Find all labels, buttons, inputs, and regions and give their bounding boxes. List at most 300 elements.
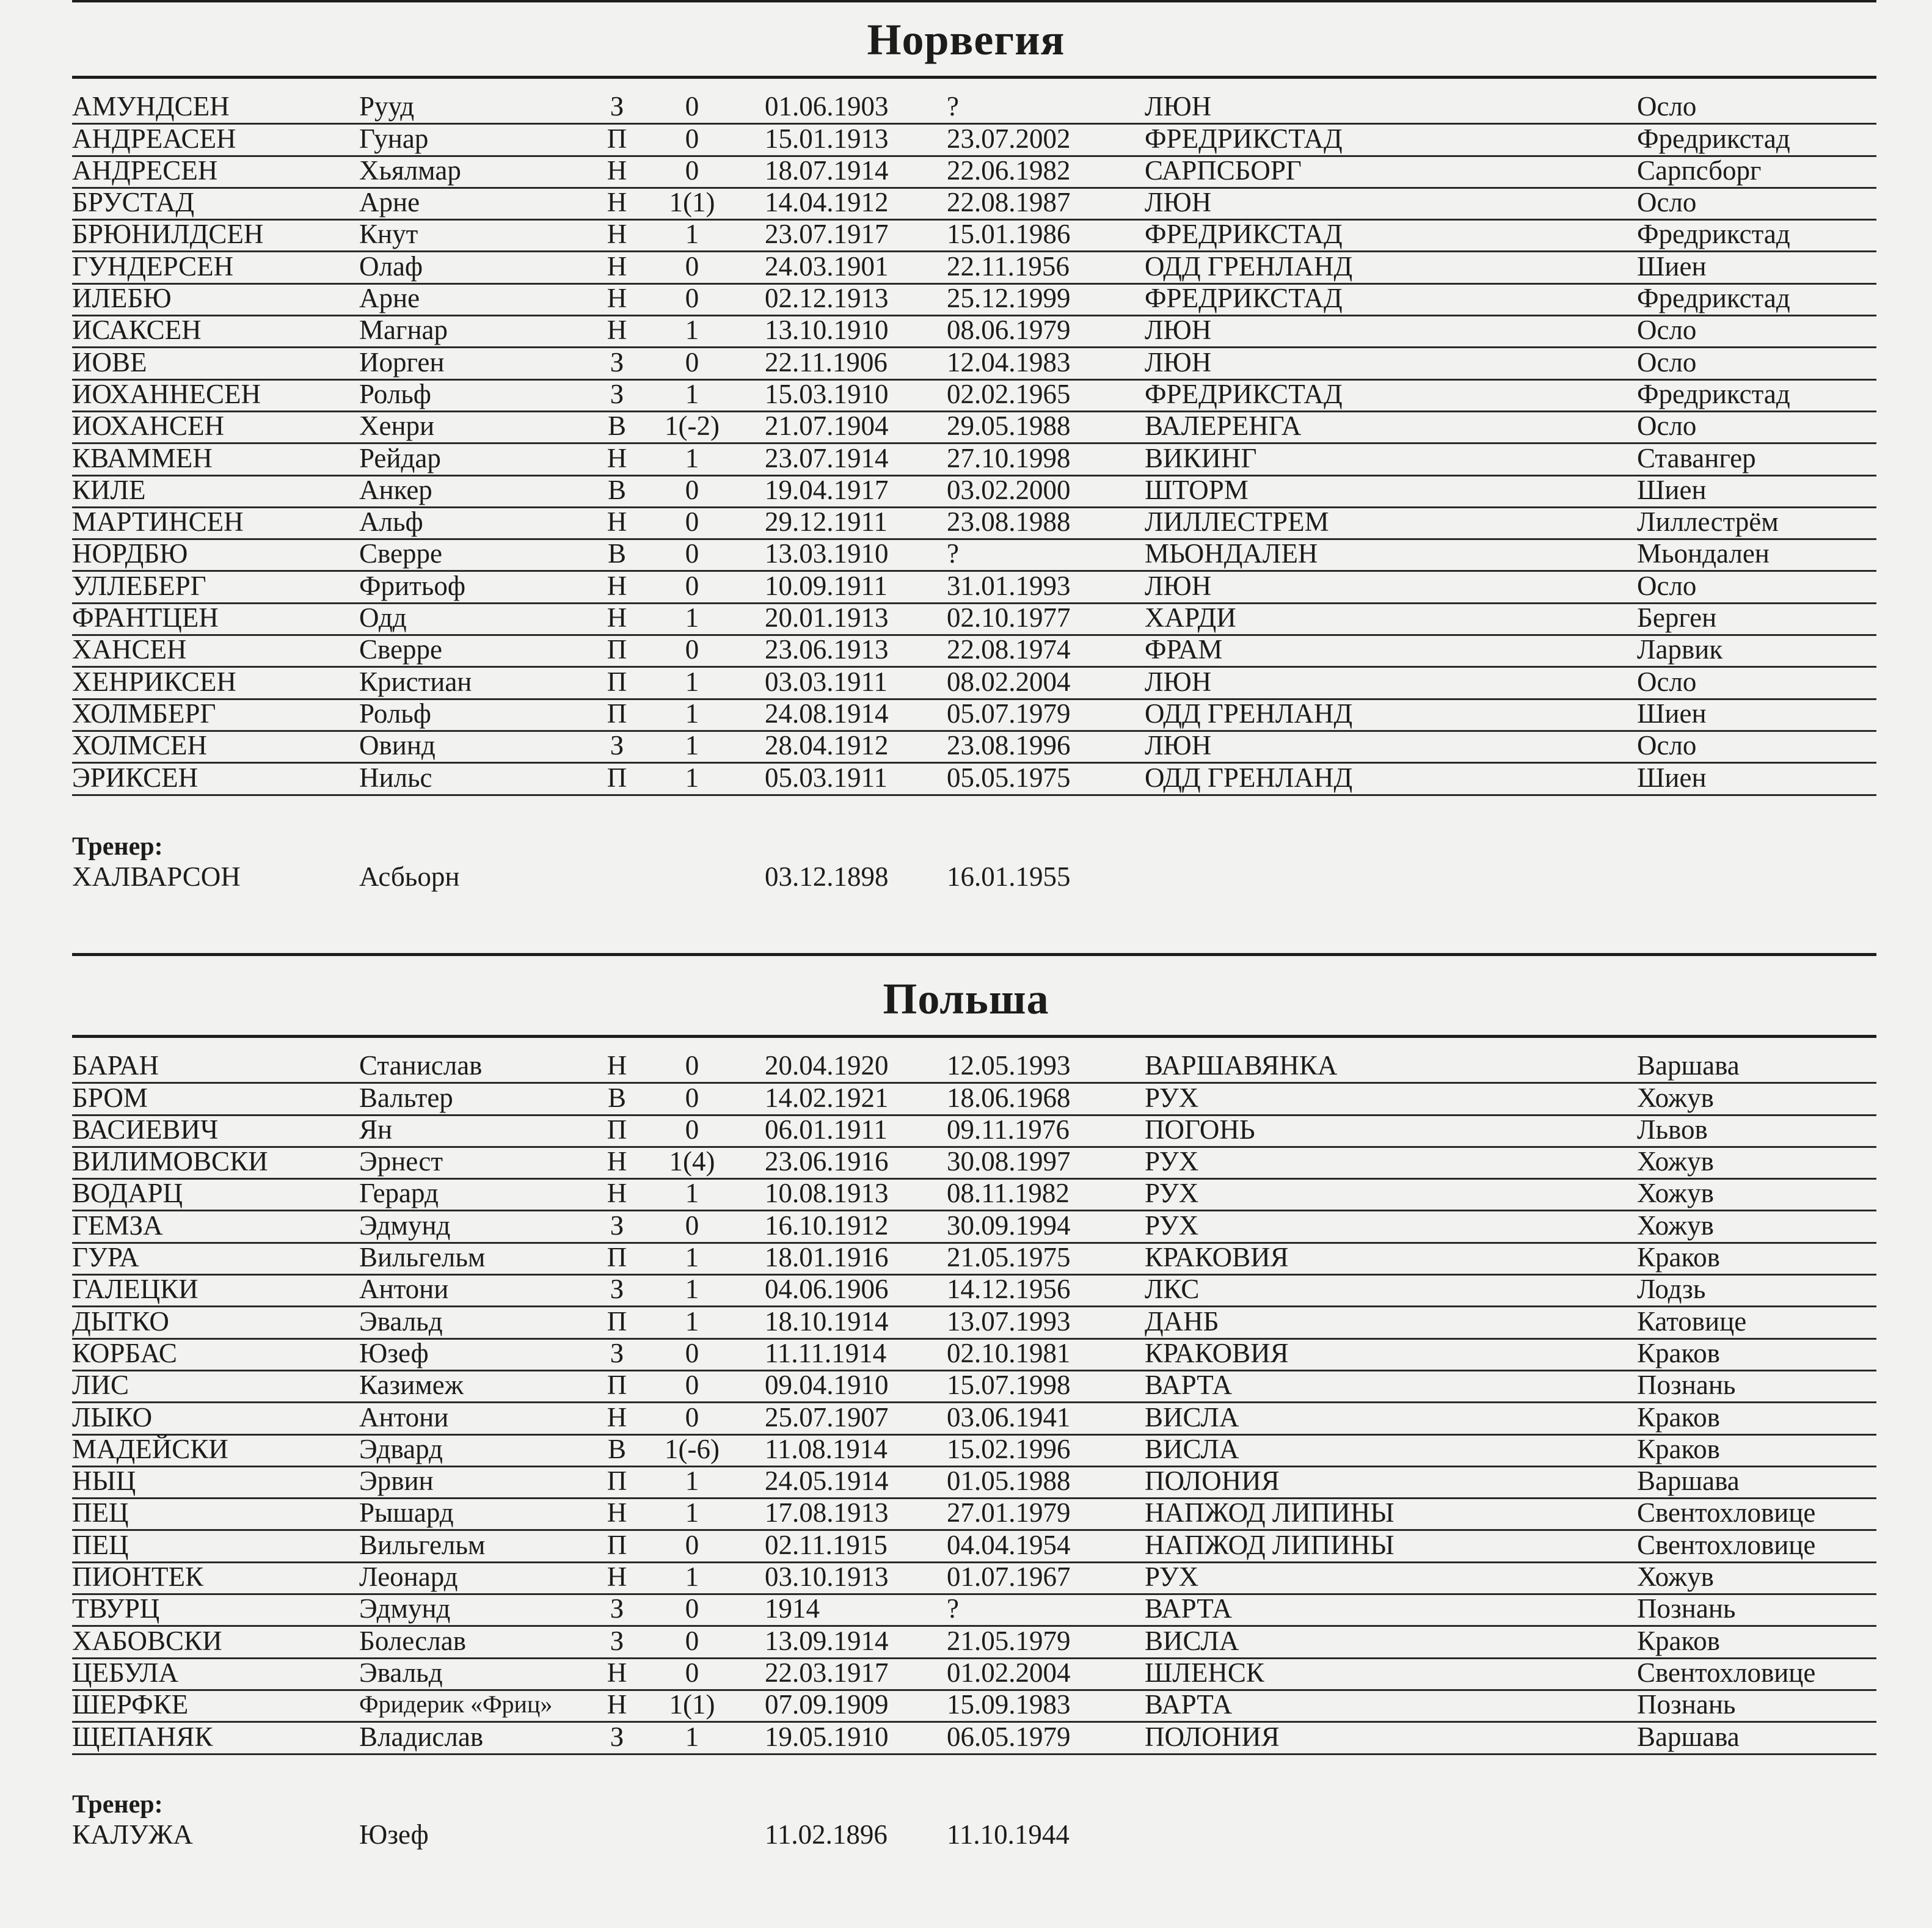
player-surname: ЭРИКСЕН — [72, 762, 199, 793]
player-surname: ФРАНТЦЕН — [72, 602, 219, 634]
roster-norway — [0, 93, 1932, 796]
player-birth-date: 06.01.1911 — [765, 1114, 888, 1145]
player-birth-date: 18.10.1914 — [765, 1305, 889, 1337]
player-city: Львов — [1637, 1114, 1708, 1145]
player-surname: ИЛЕБЮ — [72, 283, 172, 314]
player-city: Хожув — [1637, 1178, 1714, 1209]
player-goals: 1 — [685, 1274, 699, 1305]
player-goals: 1 — [685, 602, 699, 634]
player-death-date: 22.11.1956 — [947, 250, 1070, 282]
player-club: ДАНБ — [1145, 1305, 1219, 1337]
player-birth-date: 10.08.1913 — [765, 1178, 889, 1209]
player-surname: МАРТИНСЕН — [72, 506, 244, 538]
table-row — [72, 540, 1876, 572]
player-surname: ИОВЕ — [72, 346, 147, 378]
player-club: ЛЮН — [1145, 346, 1212, 378]
player-club: ВИСЛА — [1145, 1433, 1239, 1464]
table-row — [72, 1211, 1876, 1243]
player-death-date: ? — [947, 538, 959, 569]
player-goals: 1 — [685, 762, 699, 793]
player-first-name: Олаф — [359, 250, 423, 282]
player-club: ФРЕДРИКСТАД — [1145, 378, 1343, 409]
table-row — [72, 252, 1876, 284]
player-birth-date: 15.01.1913 — [765, 123, 889, 154]
player-surname: ГУРА — [72, 1242, 139, 1273]
player-city: Шиен — [1637, 250, 1707, 282]
player-goals: 1 — [685, 378, 699, 409]
table-row — [72, 1371, 1876, 1403]
section-title-poland: Польша — [883, 974, 1049, 1023]
player-city: Хожув — [1637, 1210, 1714, 1241]
section-title-norway: Норвегия — [867, 15, 1065, 64]
player-birth-date: 11.08.1914 — [765, 1433, 888, 1464]
player-position: Н — [607, 1561, 627, 1593]
player-surname: ИСАКСЕН — [72, 315, 202, 346]
player-death-date: 18.06.1968 — [947, 1082, 1071, 1113]
player-first-name: Сверре — [359, 634, 442, 665]
player-club: НАПЖОД ЛИПИНЫ — [1145, 1497, 1394, 1528]
player-city: Мьондален — [1637, 538, 1770, 569]
player-position: Н — [607, 155, 627, 186]
player-first-name: Кристиан — [359, 666, 472, 697]
player-death-date: 04.04.1954 — [947, 1529, 1071, 1560]
player-death-date: 12.05.1993 — [947, 1050, 1071, 1081]
player-first-name: Рууд — [359, 91, 415, 122]
player-club: РУХ — [1145, 1082, 1199, 1113]
table-row — [72, 1595, 1876, 1627]
player-birth-date: 19.05.1910 — [765, 1721, 889, 1752]
table-row — [72, 604, 1876, 636]
player-position: Н — [607, 187, 627, 218]
player-goals: 0 — [685, 1370, 699, 1401]
player-goals: 0 — [685, 1625, 699, 1656]
player-first-name: Гунар — [359, 123, 429, 154]
coach-row-norway — [72, 860, 1876, 892]
player-first-name: Рольф — [359, 698, 431, 729]
player-surname: ИОХАНСЕН — [72, 411, 224, 442]
player-surname: ЦЕБУЛА — [72, 1657, 179, 1688]
player-position: Н — [607, 219, 627, 250]
player-surname: ВИЛИМОВСКИ — [72, 1146, 268, 1177]
player-surname: ГАЛЕЦКИ — [72, 1274, 199, 1305]
player-club: ПОЛОНИЯ — [1145, 1466, 1280, 1497]
player-position: Н — [607, 1497, 627, 1528]
player-first-name: Вальтер — [359, 1082, 453, 1113]
table-row — [72, 474, 1876, 508]
player-club: КРАКОВИЯ — [1145, 1337, 1289, 1368]
player-club: ВАРШАВЯНКА — [1145, 1050, 1338, 1081]
player-first-name: Арне — [359, 283, 420, 314]
player-club: ВАРТА — [1145, 1370, 1232, 1401]
player-city: Свентохловице — [1637, 1497, 1816, 1528]
player-city: Фредрикстад — [1637, 378, 1790, 409]
player-city: Осло — [1637, 730, 1697, 761]
player-club: ВАРТА — [1145, 1689, 1232, 1720]
player-surname: БРЮНИЛДСЕН — [72, 219, 264, 250]
table-row — [72, 1084, 1876, 1116]
player-death-date: ? — [947, 91, 959, 122]
player-position: П — [607, 1370, 627, 1401]
player-birth-date: 20.04.1920 — [765, 1050, 889, 1081]
player-goals: 0 — [685, 1593, 699, 1624]
player-first-name: Хьялмар — [359, 155, 461, 186]
player-city: Варшава — [1637, 1721, 1740, 1752]
player-death-date: 31.01.1993 — [947, 570, 1071, 601]
player-first-name: Эвальд — [359, 1305, 443, 1337]
player-death-date: 08.06.1979 — [947, 315, 1071, 346]
table-row — [72, 1433, 1876, 1467]
player-first-name: Овинд — [359, 730, 436, 761]
player-position: Н — [607, 602, 627, 634]
player-city: Хожув — [1637, 1146, 1714, 1177]
player-goals: 0 — [685, 538, 699, 569]
player-birth-date: 18.01.1916 — [765, 1242, 889, 1273]
player-death-date: 15.09.1983 — [947, 1689, 1071, 1720]
player-goals: 1 — [685, 1305, 699, 1337]
coach-birth-date: 11.02.1896 — [765, 1819, 888, 1850]
player-first-name: Вильгельм — [359, 1529, 486, 1560]
player-goals: 0 — [685, 1401, 699, 1433]
player-position: Н — [607, 442, 627, 473]
player-city: Краков — [1637, 1401, 1720, 1433]
player-surname: ЛИС — [72, 1370, 129, 1401]
player-city: Познань — [1637, 1689, 1736, 1720]
player-position: Н — [607, 1050, 627, 1081]
player-death-date: 13.07.1993 — [947, 1305, 1071, 1337]
player-city: Краков — [1637, 1242, 1720, 1273]
player-club: МЬОНДАЛЕН — [1145, 538, 1318, 569]
player-goals: 1 — [685, 1178, 699, 1209]
player-goals: 1 — [685, 1497, 699, 1528]
player-surname: БРОМ — [72, 1082, 148, 1113]
table-row — [72, 1116, 1876, 1148]
table-row — [72, 1307, 1876, 1339]
player-death-date: 15.02.1996 — [947, 1433, 1071, 1464]
table-row — [72, 412, 1876, 444]
player-surname: БРУСТАД — [72, 187, 195, 218]
player-city: Осло — [1637, 187, 1697, 218]
player-birth-date: 03.03.1911 — [765, 666, 888, 697]
player-position: З — [610, 1337, 624, 1368]
player-position: Н — [607, 1689, 627, 1720]
player-club: ВИКИНГ — [1145, 442, 1257, 473]
player-death-date: 01.07.1967 — [947, 1561, 1071, 1593]
player-birth-date: 19.04.1917 — [765, 474, 889, 505]
player-surname: ХОЛМСЕН — [72, 730, 208, 761]
player-city: Осло — [1637, 666, 1697, 697]
player-goals: 1(-2) — [665, 411, 720, 442]
player-death-date: 06.05.1979 — [947, 1721, 1071, 1752]
player-birth-date: 02.11.1915 — [765, 1529, 888, 1560]
player-first-name: Арне — [359, 187, 420, 218]
player-death-date: 02.02.1965 — [947, 378, 1071, 409]
player-goals: 0 — [685, 1050, 699, 1081]
player-surname: КВАММЕН — [72, 442, 213, 473]
player-position: З — [610, 1721, 624, 1752]
player-club: ЛЮН — [1145, 315, 1212, 346]
player-surname: ШЕРФКЕ — [72, 1689, 189, 1720]
player-goals: 0 — [685, 1114, 699, 1145]
player-goals: 0 — [685, 91, 699, 122]
player-first-name: Анкер — [359, 474, 432, 505]
player-city: Краков — [1637, 1337, 1720, 1368]
player-club: ОДД ГРЕНЛАНД — [1145, 250, 1353, 282]
player-surname: АНДРЕАСЕН — [72, 123, 236, 154]
player-first-name: Эдвард — [359, 1433, 443, 1464]
player-position: Н — [607, 1146, 627, 1177]
player-goals: 1 — [685, 442, 699, 473]
coach-label-poland: Тренер: — [72, 1791, 163, 1819]
table-row — [72, 1052, 1876, 1084]
player-birth-date: 21.07.1904 — [765, 411, 889, 442]
player-first-name: Нильс — [359, 762, 432, 793]
player-goals: 0 — [685, 1657, 699, 1688]
coach-row-poland — [72, 1818, 1876, 1850]
player-position: П — [607, 634, 627, 665]
player-first-name: Леонард — [359, 1561, 458, 1593]
player-death-date: 22.08.1974 — [947, 634, 1071, 665]
player-city: Лодзь — [1637, 1274, 1706, 1305]
player-death-date: 03.02.2000 — [947, 474, 1071, 505]
player-first-name: Иорген — [359, 346, 445, 378]
table-row — [72, 378, 1876, 412]
player-club: НАПЖОД ЛИПИНЫ — [1145, 1529, 1394, 1560]
player-surname: КОРБАС — [72, 1337, 177, 1368]
player-surname: ВОДАРЦ — [72, 1178, 183, 1209]
player-city: Варшава — [1637, 1050, 1740, 1081]
player-first-name: Станислав — [359, 1050, 483, 1081]
player-birth-date: 16.10.1912 — [765, 1210, 889, 1241]
player-surname: АНДРЕСЕН — [72, 155, 218, 186]
player-city: Шиен — [1637, 698, 1707, 729]
player-first-name: Юзеф — [359, 1337, 429, 1368]
player-death-date: 21.05.1975 — [947, 1242, 1071, 1273]
player-birth-date: 13.10.1910 — [765, 315, 889, 346]
player-death-date: 30.09.1994 — [947, 1210, 1071, 1241]
player-death-date: 15.07.1998 — [947, 1370, 1071, 1401]
player-first-name: Рейдар — [359, 442, 441, 473]
player-position: Н — [607, 1178, 627, 1209]
player-club: ЛЮН — [1145, 91, 1212, 122]
player-surname: МАДЕЙСКИ — [72, 1433, 228, 1464]
player-club: ЛКС — [1145, 1274, 1200, 1305]
coach-first-name: Асбьорн — [359, 861, 460, 892]
player-birth-date: 02.12.1913 — [765, 283, 889, 314]
player-club: ФРЕДРИКСТАД — [1145, 123, 1343, 154]
player-club: ФРЕДРИКСТАД — [1145, 219, 1343, 250]
player-birth-date: 25.07.1907 — [765, 1401, 889, 1433]
player-first-name: Эдмунд — [359, 1593, 451, 1624]
player-city: Фредрикстад — [1637, 219, 1790, 250]
player-surname: ЩЕПАНЯК — [72, 1721, 213, 1752]
player-goals: 0 — [685, 506, 699, 538]
player-death-date: 02.10.1981 — [947, 1337, 1071, 1368]
table-row — [72, 700, 1876, 732]
player-birth-date: 18.07.1914 — [765, 155, 889, 186]
player-goals: 1 — [685, 1561, 699, 1593]
player-first-name: Альф — [359, 506, 423, 538]
player-birth-date: 24.03.1901 — [765, 250, 889, 282]
player-birth-date: 03.10.1913 — [765, 1561, 889, 1593]
player-first-name: Вильгельм — [359, 1242, 486, 1273]
player-surname: АМУНДСЕН — [72, 91, 230, 122]
player-position: П — [607, 1305, 627, 1337]
player-surname: ГЕМЗА — [72, 1210, 163, 1241]
player-surname: ПИОНТЕК — [72, 1561, 203, 1593]
player-position: З — [610, 1210, 624, 1241]
player-death-date: 05.07.1979 — [947, 698, 1071, 729]
player-club: ВИСЛА — [1145, 1401, 1239, 1433]
coach-death-date: 11.10.1944 — [947, 1819, 1070, 1850]
player-first-name: Сверре — [359, 538, 442, 569]
player-city: Осло — [1637, 346, 1697, 378]
player-position: З — [610, 91, 624, 122]
player-goals: 1 — [685, 219, 699, 250]
player-birth-date: 29.12.1911 — [765, 506, 888, 538]
player-position: В — [607, 411, 626, 442]
player-first-name: Рышард — [359, 1497, 454, 1528]
table-row — [72, 1659, 1876, 1691]
player-surname: КИЛЕ — [72, 474, 146, 505]
player-birth-date: 24.08.1914 — [765, 698, 889, 729]
player-goals: 1 — [685, 1242, 699, 1273]
table-row — [72, 1627, 1876, 1659]
table-row — [72, 1563, 1876, 1595]
player-death-date: 23.08.1996 — [947, 730, 1071, 761]
player-club: ЛЮН — [1145, 570, 1212, 601]
player-club: ОДД ГРЕНЛАНД — [1145, 698, 1353, 729]
coach-birth-date: 03.12.1898 — [765, 861, 889, 892]
player-goals: 0 — [685, 283, 699, 314]
player-birth-date: 15.03.1910 — [765, 378, 889, 409]
player-city: Осло — [1637, 91, 1697, 122]
coach-death-date: 16.01.1955 — [947, 861, 1071, 892]
player-birth-date: 17.08.1913 — [765, 1497, 889, 1528]
player-club: САРПСБОРГ — [1145, 155, 1302, 186]
player-position: З — [610, 346, 624, 378]
table-row — [72, 93, 1876, 125]
table-row — [72, 1403, 1876, 1435]
player-death-date: 25.12.1999 — [947, 283, 1071, 314]
player-city: Осло — [1637, 411, 1697, 442]
player-first-name: Рольф — [359, 378, 431, 409]
player-city: Катовице — [1637, 1305, 1747, 1337]
table-row — [72, 1180, 1876, 1211]
player-position: П — [607, 1466, 627, 1497]
player-birth-date: 13.09.1914 — [765, 1625, 889, 1656]
player-position: Н — [607, 283, 627, 314]
player-position: П — [607, 1242, 627, 1273]
table-row — [72, 125, 1876, 156]
player-goals: 0 — [685, 155, 699, 186]
player-death-date: 22.08.1987 — [947, 187, 1071, 218]
player-surname: ХЕНРИКСЕН — [72, 666, 236, 697]
player-death-date: 08.11.1982 — [947, 1178, 1070, 1209]
player-city: Берген — [1637, 602, 1717, 634]
player-city: Фредрикстад — [1637, 283, 1790, 314]
player-death-date: 02.10.1977 — [947, 602, 1071, 634]
section-rule-norway — [72, 76, 1876, 79]
coach-label-norway: Тренер: — [72, 833, 163, 861]
player-city: Свентохловице — [1637, 1657, 1816, 1688]
player-goals: 1 — [685, 315, 699, 346]
player-surname: ИОХАННЕСЕН — [72, 378, 261, 409]
player-death-date: 08.02.2004 — [947, 666, 1071, 697]
player-club: РУХ — [1145, 1146, 1199, 1177]
player-birth-date: 23.06.1916 — [765, 1146, 889, 1177]
coach-first-name: Юзеф — [359, 1819, 429, 1850]
player-death-date: 23.07.2002 — [947, 123, 1071, 154]
player-birth-date: 20.01.1913 — [765, 602, 889, 634]
table-row — [72, 157, 1876, 189]
table-row — [72, 1244, 1876, 1276]
coach-surname: ХАЛВАРСОН — [72, 861, 241, 892]
player-death-date: 21.05.1979 — [947, 1625, 1071, 1656]
player-first-name: Эвальд — [359, 1657, 443, 1688]
player-position: П — [607, 762, 627, 793]
player-birth-date: 04.06.1906 — [765, 1274, 889, 1305]
player-goals: 0 — [685, 634, 699, 665]
player-surname: ДЫТКО — [72, 1305, 169, 1337]
player-birth-date: 28.04.1912 — [765, 730, 889, 761]
table-row — [72, 668, 1876, 699]
table-row — [72, 1531, 1876, 1563]
player-goals: 1 — [685, 698, 699, 729]
player-surname: ХОЛМБЕРГ — [72, 698, 216, 729]
player-city: Фредрикстад — [1637, 123, 1790, 154]
player-birth-date: 01.06.1903 — [765, 91, 889, 122]
player-city: Познань — [1637, 1593, 1736, 1624]
player-city: Осло — [1637, 570, 1697, 601]
player-club: ФРАМ — [1145, 634, 1223, 665]
roster-poland — [0, 1052, 1932, 1755]
player-birth-date: 24.05.1914 — [765, 1466, 889, 1497]
player-position: З — [610, 1593, 624, 1624]
player-club: ФРЕДРИКСТАД — [1145, 283, 1343, 314]
player-first-name: Фритьоф — [359, 570, 465, 601]
table-row — [72, 189, 1876, 221]
player-birth-date: 05.03.1911 — [765, 762, 888, 793]
player-surname: ГУНДЕРСЕН — [72, 250, 234, 282]
player-city: Ставангер — [1637, 442, 1756, 473]
player-goals: 0 — [685, 1529, 699, 1560]
table-row — [72, 348, 1876, 380]
table-row — [72, 1467, 1876, 1499]
player-goals: 0 — [685, 346, 699, 378]
player-position: П — [607, 666, 627, 697]
table-row — [72, 285, 1876, 316]
player-position: Н — [607, 250, 627, 282]
player-first-name: Антони — [359, 1274, 449, 1305]
player-birth-date: 14.02.1921 — [765, 1082, 889, 1113]
player-club: ХАРДИ — [1145, 602, 1236, 634]
player-position: П — [607, 1529, 627, 1560]
player-city: Сарпсборг — [1637, 155, 1762, 186]
player-birth-date: 23.07.1917 — [765, 219, 889, 250]
player-death-date: 27.01.1979 — [947, 1497, 1071, 1528]
player-first-name: Эрнест — [359, 1146, 443, 1177]
player-goals: 1 — [685, 666, 699, 697]
player-surname: ПЕЦ — [72, 1497, 129, 1528]
player-surname: УЛЛЕБЕРГ — [72, 570, 206, 601]
table-row — [72, 221, 1876, 252]
player-first-name: Герард — [359, 1178, 439, 1209]
player-position: П — [607, 123, 627, 154]
player-position: В — [607, 1433, 626, 1464]
player-club: ШТОРМ — [1145, 474, 1249, 505]
player-city: Свентохловице — [1637, 1529, 1816, 1560]
player-surname: ХАБОВСКИ — [72, 1625, 222, 1656]
